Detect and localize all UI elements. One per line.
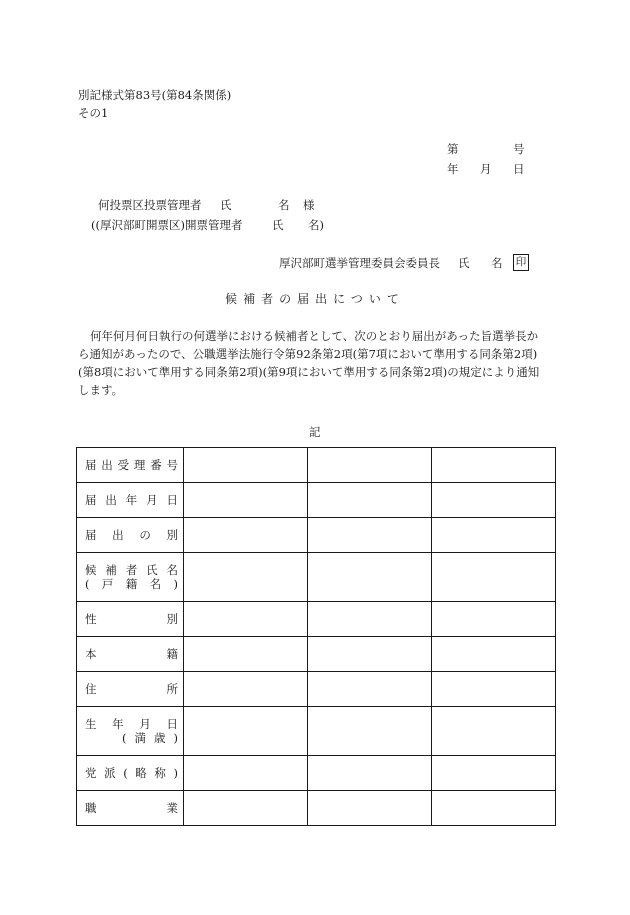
candidate-value-cell[interactable] [184, 672, 308, 707]
row-label-char: の [139, 528, 151, 542]
table-row [77, 553, 556, 602]
candidate-value-cell[interactable] [432, 553, 556, 602]
candidate-value-cell[interactable] [308, 672, 432, 707]
row-label-char: 月 [146, 493, 158, 507]
row-label-char: 性 [85, 612, 97, 626]
candidate-value-cell[interactable] [184, 756, 308, 791]
row-sublabel-char: ( [85, 577, 90, 591]
row-label-char: ) [173, 766, 178, 780]
body-line: 何年何月何日執行の何選挙における候補者として、次のとおり届出があった旨選挙長か [90, 329, 539, 343]
addressee-alt-shi: 氏 [272, 218, 284, 232]
document-title: 候補者の届出について [225, 292, 405, 306]
sender-title: 厚沢部町選挙管理委員会委員長 [279, 256, 440, 270]
table-row [77, 756, 556, 791]
addressee-alt-mei: 名) [308, 218, 324, 232]
addressee-sama: 様 [303, 198, 315, 212]
sender-shi: 氏 [458, 256, 470, 270]
body-line: (第8項において準用する同条第2項)(第9項において準用する同条第2項)の規定により通知 [78, 365, 540, 379]
row-label-char: 届 [85, 528, 97, 542]
candidate-value-cell[interactable] [184, 602, 308, 637]
row-label-char: 月 [139, 717, 151, 731]
row-sublabel-char: ) [173, 577, 178, 591]
row-label-char: 受 [117, 458, 130, 472]
row-label-char: 号 [166, 458, 178, 472]
candidate-value-cell[interactable] [432, 483, 556, 518]
form-reference: 別記様式第83号(第84条関係) [78, 88, 232, 102]
row-label-char: 候 [85, 563, 97, 577]
row-label-char: 日 [166, 717, 178, 731]
sender-mei: 名 [491, 256, 503, 270]
row-label-char: 出 [112, 528, 124, 542]
candidate-value-cell[interactable] [432, 672, 556, 707]
candidate-value-cell[interactable] [432, 602, 556, 637]
body-paragraph [78, 327, 558, 399]
row-sublabel-char: 籍 [125, 577, 138, 591]
table-row [77, 672, 556, 707]
table-row [77, 707, 556, 756]
candidate-value-cell[interactable] [184, 637, 308, 672]
row-label-char: ( [123, 766, 128, 780]
candidate-value-cell[interactable] [308, 791, 432, 826]
date-year: 年 [447, 162, 459, 176]
row-label [85, 801, 178, 815]
row-label-cell [77, 707, 184, 756]
row-label-char: 日 [166, 493, 178, 507]
candidate-value-cell[interactable] [184, 483, 308, 518]
row-label-cell [77, 791, 184, 826]
row-label [85, 612, 178, 626]
row-label-char: 称 [154, 766, 166, 780]
table-row [77, 602, 556, 637]
row-label-char: 届 [85, 493, 97, 507]
candidate-value-cell[interactable] [184, 791, 308, 826]
row-label [85, 458, 178, 472]
row-label [85, 717, 178, 731]
doc-number-dai: 第 [447, 142, 459, 156]
row-label-char: 別 [166, 528, 178, 542]
row-label-cell [77, 672, 184, 707]
row-label-cell [77, 756, 184, 791]
addressee-title: 何投票区投票管理者 [98, 198, 202, 212]
candidate-value-cell[interactable] [432, 448, 556, 483]
row-label-char: 本 [85, 647, 97, 661]
ki-marker: 記 [309, 425, 321, 439]
body-line: ら通知があったので、公職選挙法施行令第92条第2項(第7項において準用する同条第2項) [78, 347, 538, 361]
candidate-value-cell[interactable] [308, 518, 432, 553]
row-sublabel-char: 戸 [101, 577, 114, 591]
form-sub-reference: その1 [78, 106, 109, 120]
date-month: 月 [480, 162, 492, 176]
row-label-char: 者 [125, 563, 138, 577]
row-label-char: 生 [85, 717, 97, 731]
row-label-char: 番 [150, 458, 162, 472]
row-label-cell [77, 602, 184, 637]
addressee-alt-title: ((厚沢部町開票区)開票管理者 [91, 218, 243, 232]
row-label-cell [77, 448, 184, 483]
candidate-value-cell[interactable] [308, 637, 432, 672]
row-label [85, 493, 178, 507]
row-label-char: 名 [166, 563, 178, 577]
row-label-char: 年 [125, 493, 138, 507]
row-label-cell [77, 637, 184, 672]
row-label-char: 補 [105, 563, 117, 577]
table-row [77, 448, 556, 483]
row-label-char: 職 [85, 801, 97, 815]
candidate-value-cell[interactable] [308, 707, 432, 756]
body-line: します。 [78, 383, 124, 397]
row-label [85, 563, 178, 577]
row-label-char: 届 [85, 458, 97, 472]
doc-number-go: 号 [513, 142, 525, 156]
candidate-value-cell[interactable] [432, 707, 556, 756]
row-label-char: 氏 [146, 563, 158, 577]
candidate-value-cell[interactable] [184, 707, 308, 756]
candidate-value-cell[interactable] [432, 518, 556, 553]
row-sublabel [85, 577, 178, 591]
row-label-char: 派 [104, 766, 116, 780]
row-label-char: 住 [85, 682, 97, 696]
candidate-value-cell[interactable] [432, 791, 556, 826]
candidate-value-cell[interactable] [308, 448, 432, 483]
row-label-char: 所 [166, 682, 178, 696]
row-label-char: 党 [85, 766, 97, 780]
table-row [77, 791, 556, 826]
candidate-value-cell[interactable] [308, 553, 432, 602]
row-label-char: 出 [105, 493, 117, 507]
candidate-value-cell[interactable] [432, 637, 556, 672]
row-label [85, 647, 178, 661]
table-row [77, 637, 556, 672]
candidate-value-cell[interactable] [184, 448, 308, 483]
candidate-info-table [76, 447, 556, 826]
candidate-value-cell[interactable] [432, 756, 556, 791]
candidate-value-cell[interactable] [184, 553, 308, 602]
candidate-value-cell[interactable] [308, 602, 432, 637]
row-label-cell [77, 483, 184, 518]
addressee-mei: 名 [278, 198, 290, 212]
date-day: 日 [513, 162, 525, 176]
row-label-char: 略 [135, 766, 147, 780]
row-label-char: 理 [133, 458, 146, 472]
candidate-value-cell[interactable] [308, 483, 432, 518]
row-label-char: 出 [101, 458, 113, 472]
row-label-char: 年 [112, 717, 124, 731]
row-label-char: 別 [166, 612, 178, 626]
row-label-char: 籍 [166, 647, 178, 661]
row-sublabel-char: 名 [149, 577, 162, 591]
seal-stamp: 印 [513, 254, 529, 271]
row-sublabel: (満歳) [122, 731, 186, 745]
candidate-value-cell[interactable] [184, 518, 308, 553]
row-label-char: 業 [166, 801, 178, 815]
row-label [85, 528, 178, 542]
table-row [77, 518, 556, 553]
row-label [85, 766, 178, 780]
row-label-cell [77, 553, 184, 602]
table-row [77, 483, 556, 518]
row-label [85, 682, 178, 696]
row-label-cell [77, 518, 184, 553]
addressee-shi: 氏 [220, 198, 232, 212]
candidate-value-cell[interactable] [308, 756, 432, 791]
